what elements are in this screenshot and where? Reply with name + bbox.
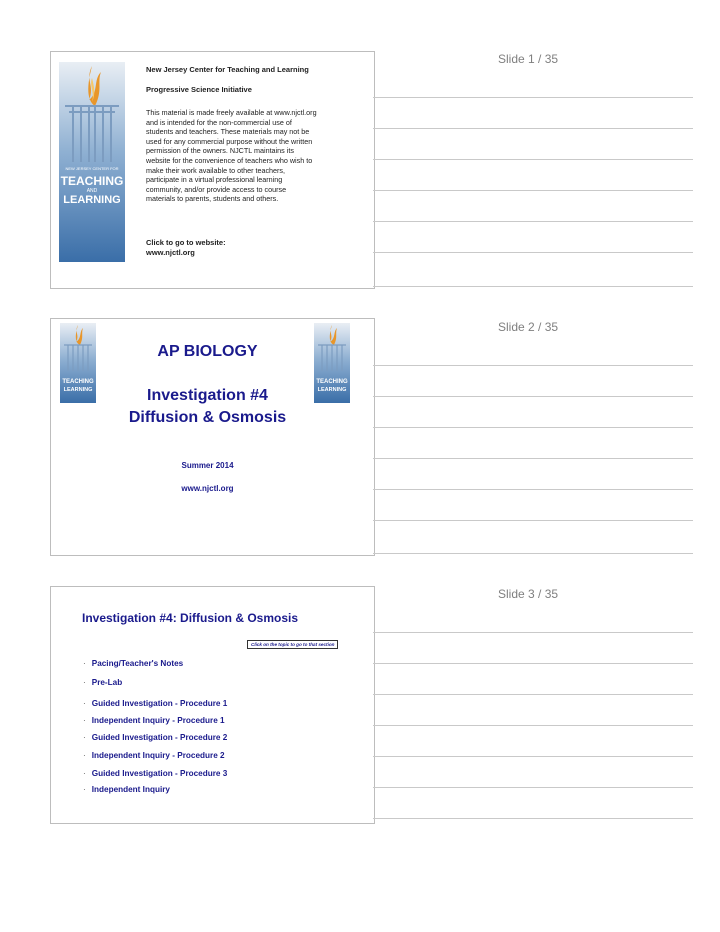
toc-item-label: Guided Investigation - Procedure 3 [91, 769, 228, 778]
njctl-logo-icon [59, 62, 125, 262]
disclaimer-line: and is intended for the non-commercial use of [146, 117, 292, 127]
note-line [373, 553, 693, 554]
toc-item-label: Independent Inquiry - Procedure 1 [91, 716, 225, 725]
toc-item-label: Pre-Lab [91, 678, 123, 687]
website-link[interactable]: www.njctl.org [181, 484, 234, 493]
note-line [373, 694, 693, 695]
toc-item-guided-1[interactable]: · Guided Investigation - Procedure 1 [83, 699, 228, 708]
note-line [373, 190, 693, 191]
disclaimer-line: make their work available to other teachers, [146, 165, 286, 175]
logo-teaching-text: TEACHING [316, 379, 348, 385]
toc-item-label: Guided Investigation - Procedure 1 [91, 699, 228, 708]
disclaimer-line: materials to parents, students and others. [146, 194, 279, 204]
note-line [373, 663, 693, 664]
note-line [373, 520, 693, 521]
slide-2[interactable] [50, 318, 375, 556]
note-line [373, 787, 693, 788]
note-line [373, 252, 693, 253]
toc-item-independent-2[interactable]: · Independent Inquiry - Procedure 2 [83, 751, 225, 760]
disclaimer-text [146, 108, 366, 204]
org-name: New Jersey Center for Teaching and Learning [146, 65, 309, 74]
slide-3[interactable] [50, 586, 375, 824]
toc-title: Investigation #4: Diffusion & Osmosis [82, 611, 299, 625]
date-text: Summer 2014 [181, 461, 234, 470]
note-line [373, 818, 693, 819]
disclaimer-line: used for any commercial purpose without the written [146, 136, 313, 146]
investigation-subtitle: Diffusion & Osmosis [128, 409, 287, 426]
note-line [373, 632, 693, 633]
note-line [373, 756, 693, 757]
logo-learning-text: LEARNING [317, 387, 347, 393]
logo-teaching-text: TEACHING [62, 379, 94, 385]
disclaimer-line: permission of the owners. NJCTL maintains its [146, 146, 294, 156]
disclaimer-line: website for the convenience of teachers who wish to [146, 155, 313, 165]
course-title: AP BIOLOGY [157, 343, 258, 360]
website-link-url: www.njctl.org [146, 247, 195, 257]
logo-org-text: NEW JERSEY CENTER FOR [65, 166, 119, 171]
note-line [373, 489, 693, 490]
toc-item-pre-lab[interactable]: · Pre-Lab [83, 678, 123, 687]
toc-item-pacing[interactable]: · Pacing/Teacher's Notes [83, 659, 184, 668]
slide-2-label: Slide 2 / 35 [498, 320, 559, 334]
logo-learning-text: LEARNING [63, 194, 121, 206]
click-hint: Click on the topic to go to that section [247, 640, 338, 649]
note-line [373, 725, 693, 726]
slide-3-label: Slide 3 / 35 [498, 587, 559, 601]
logo-teaching-text: TEACHING [60, 174, 124, 188]
toc-item-label: Independent Inquiry [91, 785, 170, 794]
website-link[interactable] [146, 238, 226, 257]
note-line [373, 458, 693, 459]
note-line [373, 427, 693, 428]
investigation-title: Investigation #4 [147, 387, 268, 404]
logo-and-text: AND [86, 188, 98, 194]
toc-item-guided-3[interactable]: · Guided Investigation - Procedure 3 [83, 769, 228, 778]
disclaimer-line: community, and/or provide access to course [146, 184, 287, 194]
disclaimer-line: students and teachers. These materials may not be [146, 127, 310, 137]
disclaimer-line: participate in a virtual professional learning [146, 175, 283, 185]
toc-item-label: Independent Inquiry - Procedure 2 [91, 751, 225, 760]
slide-1-label: Slide 1 / 35 [498, 52, 559, 66]
website-link-label: Click to go to website: [146, 238, 226, 247]
note-line [373, 396, 693, 397]
note-line [373, 97, 693, 98]
toc-item-independent-inquiry[interactable]: · Independent Inquiry [83, 785, 170, 794]
note-line [373, 128, 693, 129]
note-line [373, 159, 693, 160]
toc-item-independent-1[interactable]: · Independent Inquiry - Procedure 1 [83, 716, 225, 725]
note-line [373, 286, 693, 287]
slide-1[interactable] [50, 51, 375, 289]
note-line [373, 365, 693, 366]
toc-item-label: Pacing/Teacher's Notes [91, 659, 184, 668]
disclaimer-line: This material is made freely available at www.njctl.org [146, 108, 317, 117]
note-line [373, 221, 693, 222]
toc-item-label: Guided Investigation - Procedure 2 [91, 733, 228, 742]
initiative-name: Progressive Science Initiative [146, 85, 252, 94]
logo-learning-text: LEARNING [63, 387, 93, 393]
toc-item-guided-2[interactable]: · Guided Investigation - Procedure 2 [83, 733, 228, 742]
